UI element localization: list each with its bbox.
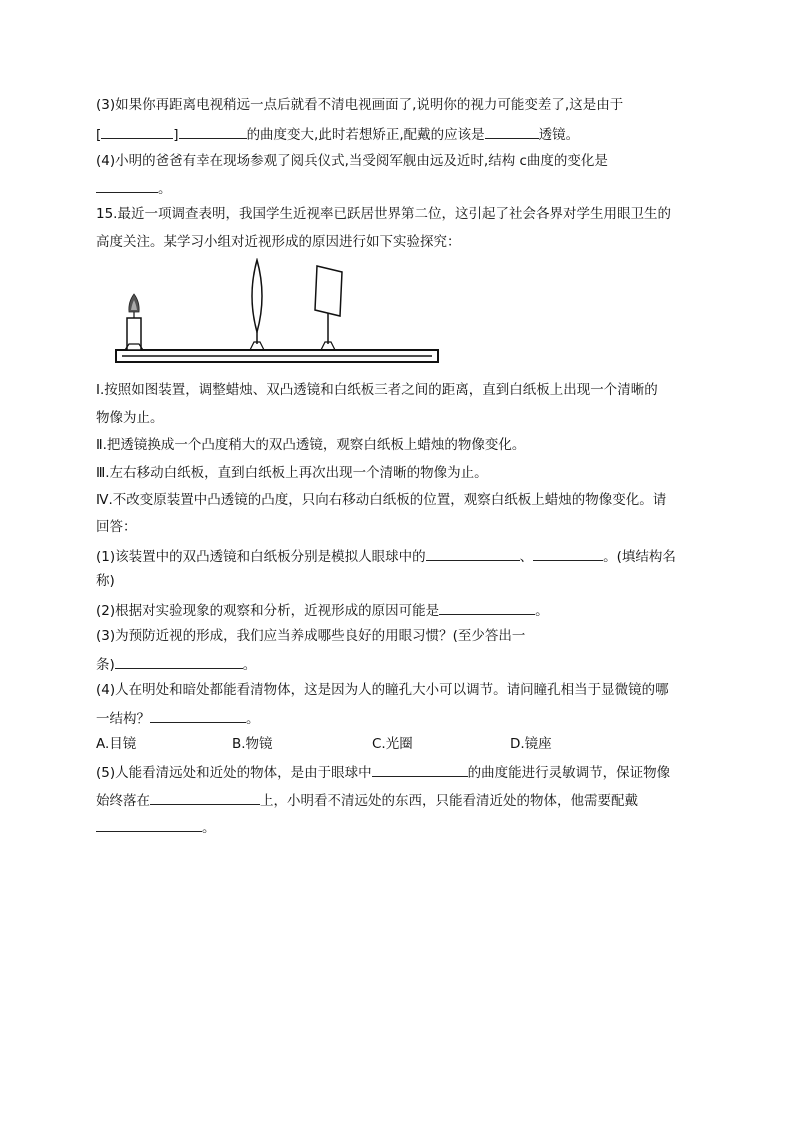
option-c[interactable]: C.光圈 <box>372 736 413 752</box>
question-4: (4)人在明处和暗处都能看清物体，这是因为人的瞳孔大小可以调节。请问瞳孔相当于显微镜的哪 <box>96 682 669 698</box>
question-5-cont-2 <box>96 817 216 837</box>
answer-blank[interactable] <box>150 790 260 805</box>
step-1-line-2: 物像为止。 <box>96 410 164 426</box>
question-text: (1)该装置中的双凸透镜和白纸板分别是模拟人眼球中的 <box>96 549 426 565</box>
question-1 <box>96 546 676 566</box>
question-text: 上，小明看不清远处的东西，只能看清近处的物体，他需要配戴 <box>260 793 638 809</box>
step-4-line-2: 回答： <box>96 519 137 535</box>
step-3: Ⅲ.左右移动白纸板，直到白纸板上再次出现一个清晰的物像为止。 <box>96 465 488 481</box>
answer-blank[interactable] <box>96 817 202 832</box>
experiment-apparatus-diagram <box>114 258 444 370</box>
answer-blank[interactable] <box>150 708 246 723</box>
question-text: 。 <box>202 820 216 836</box>
question-text: 。 <box>242 657 257 673</box>
option-d[interactable]: D.镜座 <box>510 736 552 752</box>
q15-intro-1: 15.最近一项调查表明，我国学生近视率已跃居世界第二位，这引起了社会各界对学生用眼卫生的 <box>96 206 671 222</box>
q14-line-4 <box>96 178 172 198</box>
question-text: (5)人能看清远处和近处的物体，是由于眼球中 <box>96 765 372 781</box>
question-text: 。 <box>246 711 260 727</box>
q15-intro-2: 高度关注。某学习小组对近视形成的原因进行如下实验探究： <box>96 234 461 250</box>
step-4-line-1: Ⅳ.不改变原装置中凸透镜的凸度，只向右移动白纸板的位置，观察白纸板上蜡烛的物像变化。请 <box>96 492 667 508</box>
question-2 <box>96 600 549 620</box>
bracket-open: [ <box>96 127 102 143</box>
step-2: Ⅱ.把透镜换成一个凸度稍大的双凸透镜，观察白纸板上蜡烛的物像变化。 <box>96 437 526 453</box>
option-a[interactable]: A.目镜 <box>96 736 137 752</box>
answer-blank[interactable] <box>115 654 243 669</box>
answer-blank[interactable] <box>533 546 603 561</box>
question-5 <box>96 762 670 782</box>
question-4-cont <box>96 708 260 728</box>
bracket-close: ] <box>173 127 179 143</box>
question-text: 。(填结构名 <box>603 549 676 565</box>
question-text: 条) <box>96 657 115 673</box>
question-5-cont <box>96 790 638 810</box>
q14-text: 透镜。 <box>538 127 580 143</box>
white-screen-icon <box>315 266 342 350</box>
step-1-line-1: Ⅰ.按照如图装置，调整蜡烛、双凸透镜和白纸板三者之间的距离，直到白纸板上出现一个清晰的 <box>96 382 658 398</box>
q14-line-3: (4)小明的爸爸有幸在现场参观了阅兵仪式,当受阅军舰由远及近时,结构 c曲度的变化是 <box>96 153 608 169</box>
question-text: 。 <box>535 603 549 619</box>
answer-blank[interactable] <box>179 124 247 139</box>
question-3-cont <box>96 654 256 674</box>
q14-text: 。 <box>158 181 172 197</box>
q14-text: 的曲度变大,此时若想矫正,配戴的应该是 <box>246 127 485 143</box>
answer-blank[interactable] <box>439 600 535 615</box>
q14-line-1: (3)如果你再距离电视稍远一点后就看不清电视画面了,说明你的视力可能变差了,这是由于 <box>96 97 624 113</box>
question-text: (2)根据对实验现象的观察和分析，近视形成的原因可能是 <box>96 603 440 619</box>
answer-blank[interactable] <box>96 178 158 193</box>
question-3: (3)为预防近视的形成，我们应当养成哪些良好的用眼习惯？(至少答出一 <box>96 628 526 644</box>
answer-blank[interactable] <box>426 546 520 561</box>
candle-icon <box>125 294 143 350</box>
question-text: 的曲度能进行灵敏调节，保证物像 <box>467 765 671 781</box>
question-text: 始终落在 <box>96 793 150 809</box>
question-text: 、 <box>519 549 534 565</box>
answer-blank[interactable] <box>101 124 173 139</box>
question-text: 一结构？ <box>96 711 150 727</box>
convex-lens-icon <box>250 260 264 350</box>
question-1-cont: 称) <box>96 573 115 589</box>
option-b[interactable]: B.物镜 <box>232 736 273 752</box>
answer-blank[interactable] <box>372 762 468 777</box>
answer-blank[interactable] <box>485 124 539 139</box>
q14-line-2 <box>96 124 579 144</box>
